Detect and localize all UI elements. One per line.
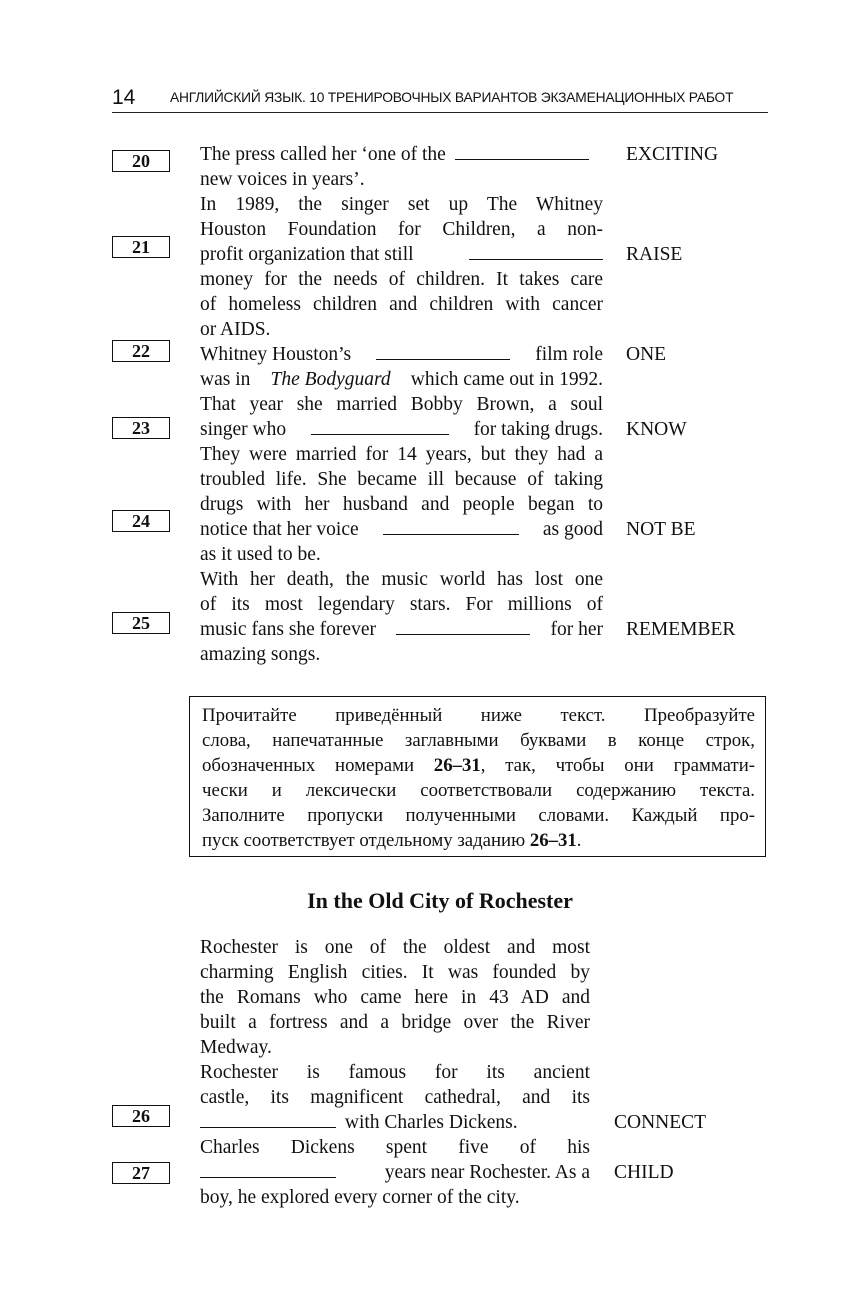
task-number-box: 20: [112, 150, 170, 172]
instruction-line: Заполните пропуски полученными словами. Каждый про-: [202, 805, 755, 826]
text-line: castle, its magnificent cathedral, and its: [200, 1087, 590, 1108]
text-line: Houston Foundation for Children, a non-: [200, 219, 603, 240]
keyword: RAISE: [626, 244, 683, 265]
text-line: With her death, the music world has lost one: [200, 569, 603, 590]
task-number-box: 24: [112, 510, 170, 532]
section-title: In the Old City of Rochester: [307, 888, 573, 913]
text-line: amazing songs.: [200, 644, 321, 665]
text-line: years near Rochester. As a: [200, 1160, 590, 1185]
task-number-box: 26: [112, 1105, 170, 1127]
answer-blank[interactable]: [311, 417, 449, 435]
instruction-line: чески и лексически соответствовали содержанию текста.: [202, 780, 755, 801]
instruction-line: Прочитайте приведённый ниже текст. Преобразуйте: [202, 705, 755, 726]
text-line: singer who for taking drugs.: [200, 419, 603, 440]
answer-blank[interactable]: [376, 342, 510, 360]
answer-blank[interactable]: [200, 1160, 336, 1178]
text-line: Medway.: [200, 1037, 272, 1058]
page-number: 14: [112, 86, 136, 109]
keyword: EXCITING: [626, 144, 719, 165]
keyword: CHILD: [614, 1162, 674, 1183]
text-line: of its most legendary stars. For millions of: [200, 594, 603, 615]
text-line: Whitney Houston’s film role: [200, 344, 603, 365]
task-number-box: 27: [112, 1162, 170, 1184]
text-line: profit organization that still: [200, 242, 603, 267]
answer-blank[interactable]: [396, 617, 530, 635]
text-line: Charles Dickens spent five of his: [200, 1137, 590, 1158]
text-line: with Charles Dickens.: [200, 1110, 518, 1135]
running-title: АНГЛИЙСКИЙ ЯЗЫК. 10 ТРЕНИРОВОЧНЫХ ВАРИАНТОВ ЭКЗАМЕНАЦИОННЫХ РАБОТ: [170, 90, 734, 105]
page-header: [112, 86, 768, 113]
task-number-box: 25: [112, 612, 170, 634]
keyword: ONE: [626, 344, 667, 365]
text-line: The press called her ‘one of the: [200, 142, 589, 167]
instruction-line: пуск соответствует отдельному заданию 26–31.: [202, 830, 582, 851]
instruction-box: [189, 696, 766, 857]
text-line: boy, he explored every corner of the city.: [200, 1187, 520, 1208]
text-line: money for the needs of children. It takes care: [200, 269, 603, 290]
text-line: Rochester is one of the oldest and most: [200, 937, 590, 958]
text-line: music fans she forever for her: [200, 619, 603, 640]
task-number-box: 21: [112, 236, 170, 258]
keyword: KNOW: [626, 419, 687, 440]
task-number-box: 22: [112, 340, 170, 362]
text-line: They were married for 14 years, but they had a: [200, 444, 603, 465]
text-line: of homeless children and children with cancer: [200, 294, 603, 315]
keyword: REMEMBER: [626, 619, 736, 640]
text-line: That year she married Bobby Brown, a soul: [200, 394, 603, 415]
instruction-line: слова, напечатанные заглавными буквами в конце строк,: [202, 730, 755, 751]
instruction-line: обозначенных номерами 26–31, так, чтобы они граммати-: [202, 755, 755, 776]
text-line: troubled life. She became ill because of taking: [200, 469, 603, 490]
keyword: NOT BE: [626, 519, 696, 540]
text-line: Rochester is famous for its ancient: [200, 1062, 590, 1083]
text-line: drugs with her husband and people began to: [200, 494, 603, 515]
keyword: CONNECT: [614, 1112, 707, 1133]
answer-blank[interactable]: [383, 517, 519, 535]
film-title: The Bodyguard: [270, 369, 391, 390]
text-line: new voices in years’.: [200, 169, 365, 190]
text-line: or AIDS.: [200, 319, 271, 340]
task-number-box: 23: [112, 417, 170, 439]
answer-blank[interactable]: [200, 1110, 336, 1128]
text-line: charming English cities. It was founded by: [200, 962, 590, 983]
text-line: the Romans who came here in 43 AD and: [200, 987, 590, 1008]
text-line: as it used to be.: [200, 544, 321, 565]
answer-blank[interactable]: [455, 142, 589, 160]
text-line: was in The Bodyguard which came out in 1992.: [200, 369, 603, 390]
text-line: In 1989, the singer set up The Whitney: [200, 194, 603, 215]
text-line: notice that her voice as good: [200, 519, 603, 540]
answer-blank[interactable]: [469, 242, 603, 260]
text-line: built a fortress and a bridge over the River: [200, 1012, 590, 1033]
